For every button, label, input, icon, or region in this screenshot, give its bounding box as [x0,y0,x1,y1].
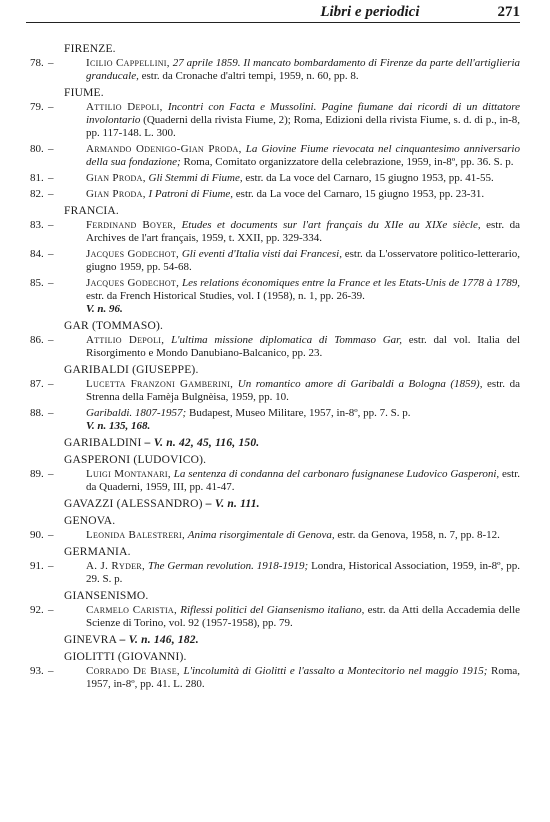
bibliography-list [26,43,520,691]
bibliography-entry [26,560,520,586]
entry-title: La sentenza di condanna del carbonaro fusignanese Ludovico Gasperoni, [173,468,500,480]
entry-author: Jacques Godechot, [86,277,180,289]
entry-cross-reference: V. n. 135, 168. [86,420,151,432]
entry-details: estr. da Strenna della Famèja Bulgnèisa, 1959, pp. 10. [86,378,520,403]
entry-dash: – [48,57,54,69]
entry-title: Gli eventi d'Italia visti dai Francesi, [181,248,342,260]
entry-number: 82. [30,188,44,200]
entry-details: Londra, Historical Association, 1959, in-8º, pp. 29. S. p. [86,560,520,585]
bibliography-entry [26,334,520,360]
entry-author: Jacques Godechot, [86,248,180,260]
section-heading [26,651,520,664]
bibliography-section [26,634,520,647]
bibliography-entry [26,378,520,404]
section-heading [26,364,520,377]
bibliography-section [26,320,520,360]
entry-number: 83. [30,219,44,231]
entry-author: A. J. Ryder, [86,560,146,572]
entry-dash: – [48,188,54,200]
entry-details: estr. da French Historical Studies, vol. I (1958), n. 1, pp. 26-39. [86,290,365,302]
entry-details: estr. da Archives de l'art français, 1959, t. XXII, pp. 329-334. [86,219,521,244]
entry-details: estr. da Genova, 1958, n. 7, pp. 8-12. [337,529,500,541]
entry-title: Un romantico amore di Garibaldi a Bologna (1859), [237,378,483,390]
entry-dash: – [48,604,54,616]
entry-title: Anima risorgimentale di Genova, [187,529,335,541]
entry-details: estr. da Quaderni, 1959, III, pp. 41-47. [86,468,521,493]
heading-label: GIOLITTI (GIOVANNI). [64,651,187,663]
heading-label: GASPERONI (LUDOVICO). [64,454,207,466]
entry-author: Attilio Depoli, [86,334,165,346]
entry-details: estr. da Atti della Accademia delle Scienze di Torino, vol. 92 (1957-1958), pp. 79. [86,604,521,629]
entry-title: The German revolution. 1918-1919; [147,560,309,572]
heading-label: FIUME. [64,87,104,99]
section-heading [26,320,520,333]
bibliography-entry [26,407,520,433]
entry-number: 93. [30,665,44,677]
entry-details: estr. da Cronache d'altri tempi, 1959, n. 60, pp. 8. [141,70,359,82]
page-number: 271 [497,4,520,20]
entry-author: Luigi Montanari, [86,468,171,480]
bibliography-entry [26,248,520,274]
section-heading [26,546,520,559]
entry-number: 88. [30,407,44,419]
heading-label: GERMANIA. [64,546,131,558]
section-heading [26,454,520,467]
entry-details: Roma, 1957, in-8º, pp. 41. L. 280. [86,665,521,690]
entry-number: 86. [30,334,44,346]
entry-author: Ferdinand Boyer, [86,219,177,231]
entry-author: Icilio Cappellini, [86,57,170,69]
bibliography-entry [26,172,520,185]
entry-author: Armando Odenigo-Gian Proda, [86,143,242,155]
entry-details: estr. da L'osservatore politico-letterario, giugno 1959, pp. 54-68. [86,248,521,273]
entry-dash: – [48,407,54,419]
entry-number: 92. [30,604,44,616]
bibliography-section [26,364,520,433]
bibliography-entry [26,57,520,83]
entry-dash: – [48,468,54,480]
entry-title: Riflessi politici del Giansenismo italiano, [180,604,365,616]
entry-title: Les relations économiques entre la France et les Etats-Unis de 1778 à 1789, [182,277,520,289]
bibliography-entry [26,529,520,542]
entry-number: 90. [30,529,44,541]
entry-title: Incontri con Facta e Mussolini. Pagine fiumane dai ricordi di un dittatore involontario [86,101,521,126]
entry-dash: – [48,378,54,390]
bibliography-entry [26,468,520,494]
bibliography-entry [26,101,520,140]
entry-title: La Giovine Fiume rievocata nel cinquantesimo anniversario della sua fondazione; [86,143,520,168]
entry-dash: – [48,248,54,260]
entry-author: Attilio Depoli, [86,101,163,113]
entry-author: Carmelo Caristia, [86,604,178,616]
entry-title: Etudes et documents sur l'art français du XIIe au XIXe siècle, [181,219,481,231]
heading-label: FRANCIA. [64,205,119,217]
entry-number: 79. [30,101,44,113]
heading-label: FIRENZE. [64,43,116,55]
entry-dash: – [48,334,54,346]
entry-dash: – [48,560,54,572]
bibliography-section [26,546,520,586]
entry-details: estr. da La voce del Carnaro, 15 giugno 1953, pp. 23-31. [235,188,485,200]
entry-title: Garibaldi. 1807-1957; [86,407,187,419]
section-heading [26,498,520,511]
entry-details: (Quaderni della rivista Fiume, 2); Roma, Edizioni della rivista Fiume, s. d. di p., in-8, pp. 117-148. L. 300. [86,114,520,139]
heading-label: GARIBALDINI [64,437,142,449]
entry-author: Corrado De Biase, [86,665,180,677]
entry-dash: – [48,143,54,155]
bibliography-section [26,205,520,316]
entry-title: 27 aprile 1859. Il mancato bombardamento di Firenze da parte dell'artiglieria granducale, [86,57,521,82]
entry-number: 87. [30,378,44,390]
bibliography-entry [26,277,520,316]
section-heading [26,205,520,218]
bibliography-entry [26,143,520,169]
section-heading [26,43,520,56]
heading-label: GENOVA. [64,515,116,527]
heading-label: GIANSENISMO. [64,590,149,602]
section-heading [26,634,520,647]
heading-label: GARIBALDI (GIUSEPPE). [64,364,199,376]
entry-number: 84. [30,248,44,260]
heading-label: GAR (TOMMASO). [64,320,164,332]
heading-cross-reference: – V. n. 146, 182. [119,634,199,646]
heading-cross-reference: – V. n. 42, 45, 116, 150. [144,437,260,449]
entry-author: Leonida Balestreri, [86,529,186,541]
bibliography-section [26,437,520,450]
entry-dash: – [48,219,54,231]
bibliography-entry [26,665,520,691]
heading-label: GINEVRA [64,634,117,646]
entry-details: Roma, Comitato organizzatore della celebrazione, 1959, in-8º, pp. 36. S. p. [183,156,514,168]
bibliography-section [26,651,520,691]
heading-label: GAVAZZI (ALESSANDRO) [64,498,203,510]
section-heading [26,590,520,603]
entry-cross-reference: V. n. 96. [86,303,123,315]
entry-title: I Patroni di Fiume, [148,188,234,200]
entry-details: estr. dal vol. Italia del Risorgimento e Mondo Danubiano-Balcanico, pp. 23. [86,334,520,359]
entry-title: Gli Stemmi di Fiume, [148,172,243,184]
section-heading [26,87,520,100]
entry-dash: – [48,172,54,184]
entry-title: L'incolumità di Giolitti e l'assalto a Montecitorio nel maggio 1915; [183,665,488,677]
entry-number: 85. [30,277,44,289]
entry-details: Budapest, Museo Militare, 1957, in-8º, pp. 7. S. p. [188,407,411,419]
entry-author: Gian Proda, [86,172,146,184]
entry-number: 80. [30,143,44,155]
bibliography-section [26,590,520,630]
bibliography-entry [26,188,520,201]
entry-dash: – [48,665,54,677]
entry-number: 91. [30,560,44,572]
running-title: Libri e periodici [320,4,420,20]
bibliography-section [26,498,520,511]
bibliography-section [26,43,520,83]
entry-dash: – [48,277,54,289]
section-heading [26,515,520,528]
entry-number: 78. [30,57,44,69]
entry-author: Lucetta Franzoni Gamberini, [86,378,234,390]
entry-title: L'ultima missione diplomatica di Tommaso Gar, [171,334,402,346]
bibliography-entry [26,604,520,630]
bibliography-entry [26,219,520,245]
entry-author: Gian Proda, [86,188,146,200]
entry-dash: – [48,529,54,541]
bibliography-section [26,87,520,201]
bibliography-section [26,454,520,494]
entry-number: 81. [30,172,44,184]
entry-dash: – [48,101,54,113]
entry-number: 89. [30,468,44,480]
entry-details: estr. da La voce del Carnaro, 15 giugno 1953, pp. 41-55. [245,172,494,184]
page-header [26,6,520,23]
heading-cross-reference: – V. n. 111. [205,498,260,510]
section-heading [26,437,520,450]
bibliography-section [26,515,520,542]
